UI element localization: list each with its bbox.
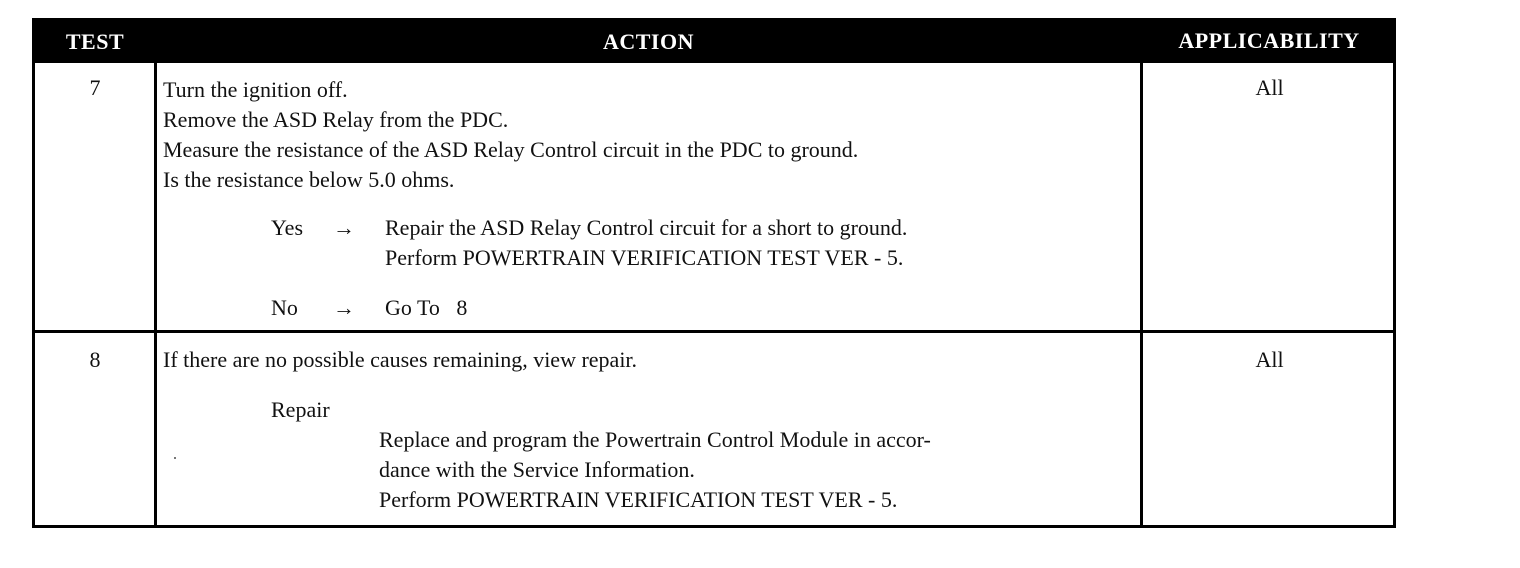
column-divider [1140, 63, 1143, 528]
header-applicability: APPLICABILITY [1178, 28, 1360, 53]
header-test: TEST [65, 29, 125, 54]
action-step: If there are no possible causes remaining, view repair. [163, 347, 638, 372]
repair-steps [379, 425, 1139, 515]
no-label: No [271, 295, 298, 320]
arrow-icon: → [333, 215, 355, 240]
action-step: Turn the ignition off. [163, 77, 348, 102]
column-divider [154, 63, 157, 528]
arrow-icon: → [333, 295, 355, 320]
repair-step: Replace and program the Powertrain Control Module in accor- [379, 427, 931, 452]
diagnostic-test-table [32, 18, 1396, 528]
action-step: Measure the resistance of the ASD Relay Control circuit in the PDC to ground. [163, 137, 859, 162]
applicability-value: All [1255, 347, 1284, 372]
repair-step: Perform POWERTRAIN VERIFICATION TEST VER - 5. [379, 487, 898, 512]
scan-speck [174, 457, 176, 459]
header-action: ACTION [602, 29, 694, 54]
test-number: 8 [89, 347, 101, 372]
action-steps [163, 75, 1133, 195]
repair-step: dance with the Service Information. [379, 457, 695, 482]
yes-outcome [385, 213, 907, 273]
row-divider [35, 330, 1393, 333]
yes-label: Yes [271, 215, 304, 240]
no-outcome: Go To 8 [385, 295, 468, 320]
table-header [35, 21, 1393, 63]
repair-label: Repair [271, 397, 330, 422]
action-step: Remove the ASD Relay from the PDC. [163, 107, 509, 132]
action-step: Is the resistance below 5.0 ohms. [163, 167, 455, 192]
yes-outcome-line: Perform POWERTRAIN VERIFICATION TEST VER - 5. [385, 245, 904, 270]
applicability-value: All [1255, 75, 1284, 100]
test-number: 7 [89, 75, 101, 100]
yes-outcome-line: Repair the ASD Relay Control circuit for a short to ground. [385, 215, 908, 240]
